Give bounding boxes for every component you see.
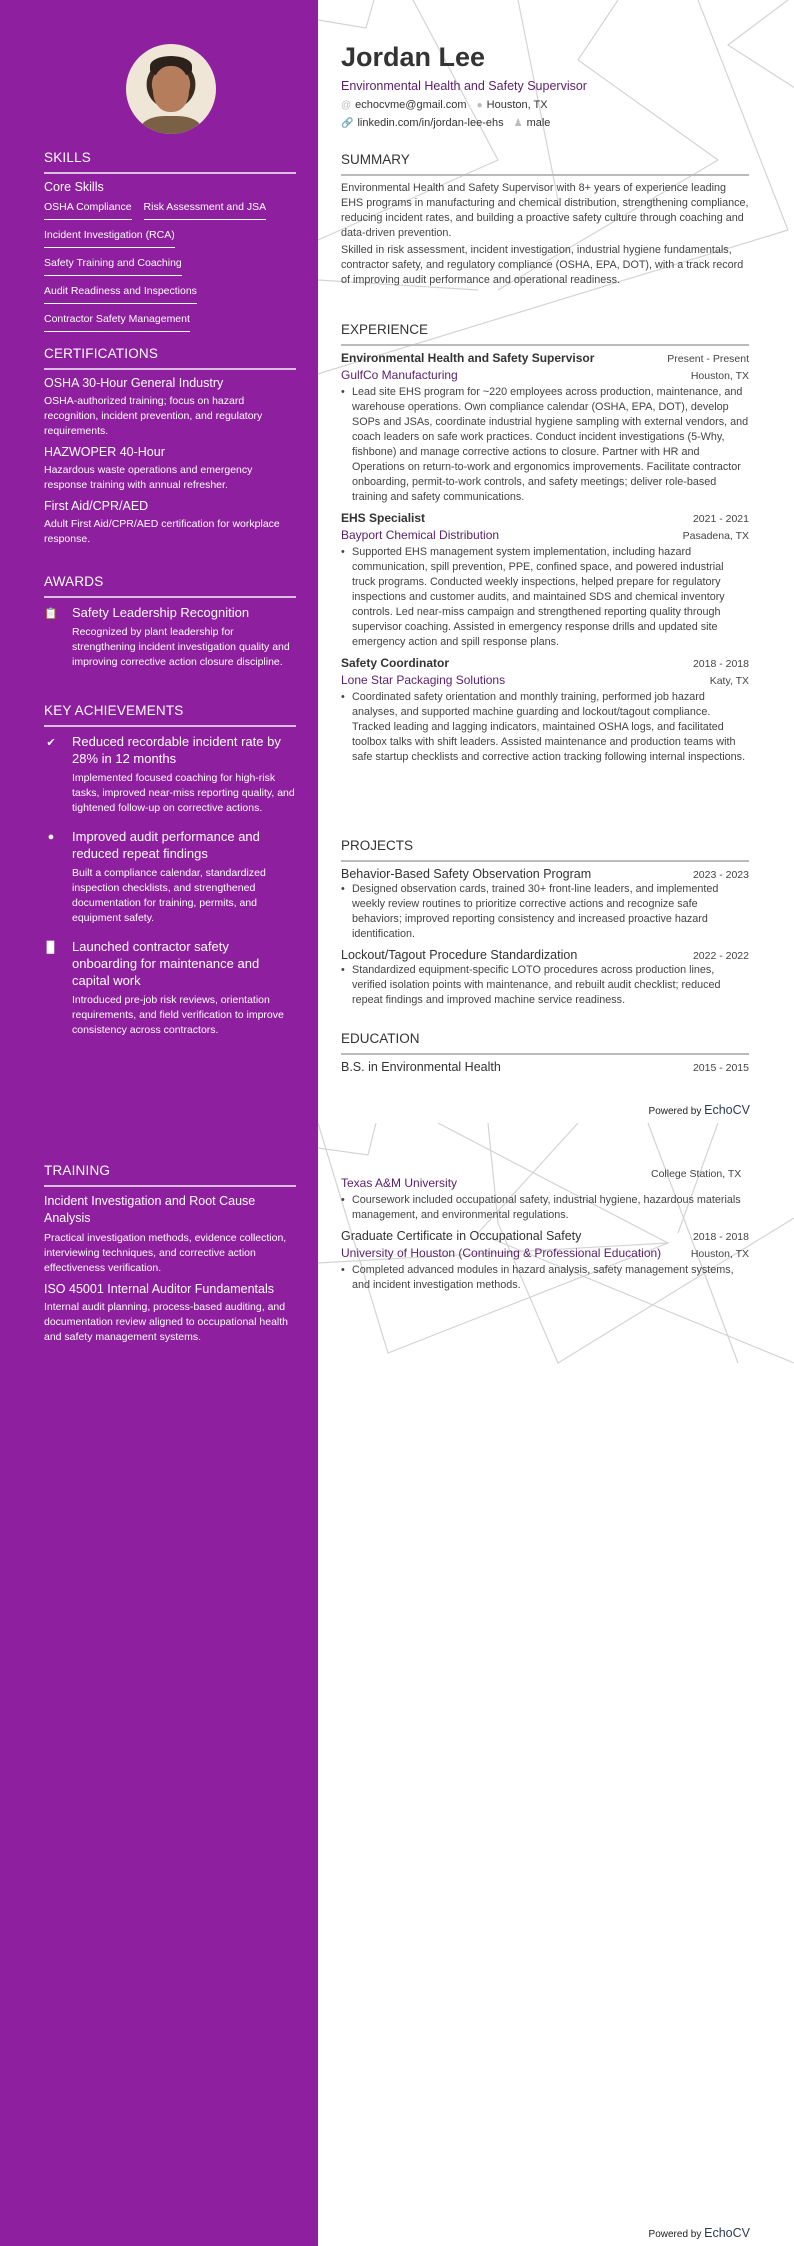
summary-paragraph: Environmental Health and Safety Supervisor with 8+ years of experience leading EHS programs in manufacturing and chemical distribution, strengthening compliance, reducing incident rates, and building a proactive safety culture through coaching and data-driven prevention. [341, 182, 749, 239]
section-heading: PROJECTS [341, 838, 749, 862]
achievement-desc: Introduced pre-job risk reviews, orientation requirements, and field verification to improve consistency across contractors. [72, 994, 284, 1036]
award-title: Safety Leadership Recognition [72, 605, 250, 620]
candidate-name: Jordan Lee [341, 42, 486, 72]
projects-section [341, 838, 749, 1014]
link-icon: 🔗 [341, 118, 354, 129]
location: Houston, TX [690, 370, 749, 382]
company: Lone Star Packaging Solutions [341, 673, 506, 687]
experience-section [341, 322, 749, 771]
cert-desc: Hazardous waste operations and emergency response training with annual refresher. [44, 464, 253, 491]
role-title: Environmental Health and Safety Supervisor [341, 351, 595, 365]
experience-entry [341, 511, 749, 650]
skill-tag: Risk Assessment and JSA [144, 197, 267, 220]
cert-title: First Aid/CPR/AED [44, 499, 149, 513]
school: University of Houston (Continuing & Professional Education) [341, 1246, 662, 1260]
powered-by-page2 [649, 2226, 750, 2240]
check-circle-icon: ✔ [46, 737, 56, 749]
training-desc: Practical investigation methods, evidence collection, interviewing techniques, and corrective action effectiveness verification. [44, 1232, 287, 1274]
location: Pasadena, TX [682, 530, 749, 542]
training-title: Incident Investigation and Root Cause Analysis [44, 1194, 256, 1225]
section-heading: CERTIFICATIONS [44, 346, 296, 370]
job-title: Environmental Health and Safety Supervisor [341, 79, 587, 93]
gender [514, 117, 551, 129]
brand-link[interactable]: EchoCV [704, 1103, 750, 1117]
dates: Present - Present [667, 353, 749, 365]
awards-section [44, 574, 296, 682]
project-entry [341, 948, 749, 1008]
company: Bayport Chemical Distribution [341, 528, 500, 542]
training-desc: Internal audit planning, process-based auditing, and documentation review aligned to occupational health and safety management systems. [44, 1301, 288, 1343]
location: Houston, TX [690, 1248, 749, 1260]
bell-icon: ● [47, 831, 55, 843]
email-text: echocvme@gmail.com [355, 99, 467, 111]
brand-link[interactable]: EchoCV [704, 2226, 750, 2240]
linkedin-link[interactable] [341, 117, 504, 129]
profile-photo [126, 44, 216, 134]
section-heading: EDUCATION [341, 1031, 749, 1055]
award-item [44, 604, 296, 676]
cert-title: OSHA 30-Hour General Industry [44, 376, 224, 390]
role-title: Safety Coordinator [341, 656, 450, 670]
bullet: • Completed advanced modules in hazard analysis, safety management systems, and incident investigation methods. [341, 1263, 749, 1293]
skill-tag: Audit Readiness and Inspections [44, 281, 197, 304]
at-icon: @ [341, 100, 352, 111]
achievement-item [44, 938, 296, 1044]
award-desc: Recognized by plant leadership for strengthening incident investigation quality and improving corrective action closure discipline. [72, 626, 290, 668]
bullet: • Lead site EHS program for ~220 employees across production, maintenance, and warehouse operations. Own compliance calendar (OSHA, EPA, DOT), develop SOPs and JSAs, coordinate industrial hygiene sampling with external vendors, and coach leaders on safe work practices. Conduct incident investigations (5-Why, fishbone) and manage corrective actions to closure. Partner with HR and Operations on return-to-work and ergonomics improvements. Facilitate contractor onboarding, permit-to-work controls, and safety meetings; deliver role-based training and safety communications. [341, 385, 749, 505]
training-section [44, 1163, 296, 1351]
achievement-title: Reduced recordable incident rate by 28% in 12 months [72, 734, 281, 766]
skill-tag: OSHA Compliance [44, 197, 132, 220]
dates: 2015 - 2015 [692, 1062, 749, 1074]
location: College Station, TX [651, 1168, 742, 1180]
achievement-title: Launched contractor safety onboarding for maintenance and capital work [72, 939, 260, 988]
powered-by-text: Powered by [648, 2229, 702, 2240]
cert-desc: OSHA-authorized training; focus on hazard recognition, incident prevention, and regulatory requirements. [44, 395, 263, 437]
skill-tag: Contractor Safety Management [44, 309, 190, 332]
project-title: Lockout/Tagout Procedure Standardization [341, 948, 578, 962]
email[interactable] [341, 99, 467, 111]
user-icon: ♟ [513, 118, 523, 129]
book-icon: ▉ [46, 942, 56, 954]
section-heading: TRAINING [44, 1163, 296, 1187]
bullet: • Standardized equipment-specific LOTO procedures across production lines, verified isolation points with maintenance, and rebuilt audit checklist; reduced repeat findings and improved machine service readiness. [341, 963, 749, 1008]
dates: 2021 - 2021 [692, 513, 749, 525]
location-text: Houston, TX [486, 99, 548, 111]
project-title: Behavior-Based Safety Observation Program [341, 867, 592, 881]
sidebar [0, 0, 318, 2246]
section-heading: EXPERIENCE [341, 322, 749, 346]
school: Texas A&M University [341, 1176, 458, 1190]
gender-text: male [526, 117, 551, 129]
map-pin-icon: ● [476, 100, 483, 111]
role-title: EHS Specialist [341, 511, 426, 525]
cert-desc: Adult First Aid/CPR/AED certification for workplace response. [44, 518, 280, 545]
achievement-desc: Implemented focused coaching for high-risk tasks, improved near-miss reporting quality, and tightened follow-up on corrective actions. [72, 772, 295, 814]
degree: Graduate Certificate in Occupational Safety [341, 1229, 582, 1243]
location: Katy, TX [709, 675, 749, 687]
header [341, 42, 749, 129]
achievement-item [44, 733, 296, 822]
dates: 2022 - 2022 [692, 950, 749, 962]
bullet: • Coursework included occupational safety, industrial hygiene, hazardous materials management, and environmental regulations. [341, 1193, 749, 1223]
experience-entry [341, 656, 749, 765]
achievement-title: Improved audit performance and reduced repeat findings [72, 829, 260, 861]
dates: 2018 - 2018 [692, 1231, 749, 1243]
achievement-desc: Built a compliance calendar, standardized inspection checklists, and strengthened documentation for training, permits, and equipment safety. [72, 867, 266, 924]
summary-paragraph: Skilled in risk assessment, incident investigation, industrial hygiene fundamentals, contractor safety, and regulatory compliance (OSHA, EPA, DOT), with a track record of improving audit performance and operational readiness. [341, 244, 744, 286]
summary-section [341, 152, 749, 288]
skills-subheading: Core Skills [44, 180, 104, 194]
bullet: • Coordinated safety orientation and monthly training, performed job hazard analyses, and supported machine guarding and lockout/tagout compliance. Tracked leading and lagging indicators, maintained OSHA logs, and facilitated toolbox talks with shift leaders. Assisted maintenance and production teams with safe startup checklists and corrective action tracking following internal inspections. [341, 690, 749, 765]
achievements-section [44, 703, 296, 1050]
section-heading: KEY ACHIEVEMENTS [44, 703, 296, 727]
dates: 2023 - 2023 [692, 869, 749, 881]
section-heading: AWARDS [44, 574, 296, 598]
project-entry [341, 867, 749, 942]
dates: 2018 - 2018 [692, 658, 749, 670]
company: GulfCo Manufacturing [341, 368, 458, 382]
bullet: • Designed observation cards, trained 30+ front-line leaders, and implemented weekly review routines to prioritize corrective actions and recognize safe behaviors; improved reporting consistency and increased proactive hazard identification. [341, 882, 749, 942]
training-title: ISO 45001 Internal Auditor Fundamentals [44, 1282, 275, 1296]
skill-tag: Safety Training and Coaching [44, 253, 182, 276]
clipboard-check-icon: 📋 [44, 608, 58, 620]
education-section [341, 1031, 749, 1074]
education-entry [341, 1060, 749, 1074]
skill-tag: Incident Investigation (RCA) [44, 225, 175, 248]
linkedin-text: linkedin.com/in/jordan-lee-ehs [357, 117, 504, 129]
powered-by [649, 1103, 750, 1117]
achievement-item [44, 828, 296, 932]
education-continued [341, 1167, 749, 1299]
powered-by-text: Powered by [648, 1106, 702, 1117]
section-heading: SUMMARY [341, 152, 749, 176]
certifications-section [44, 346, 296, 553]
skills-section [44, 150, 296, 337]
location [477, 99, 548, 111]
section-heading: SKILLS [44, 150, 296, 174]
degree: B.S. in Environmental Health [341, 1060, 501, 1074]
experience-entry [341, 351, 749, 505]
cert-title: HAZWOPER 40-Hour [44, 445, 165, 459]
bullet: • Supported EHS management system implementation, including hazard communication, spill prevention, PPE, confined space, and powered industrial truck programs. Conducted weekly inspections, helped prepare for regulatory inspections and customer audits, and maintained SDS and chemical inventory controls. Led near-miss campaign and strengthened reporting quality through supervisor coaching. Assisted in emergency response drills and updated site emergency action and spill response plans. [341, 545, 749, 650]
